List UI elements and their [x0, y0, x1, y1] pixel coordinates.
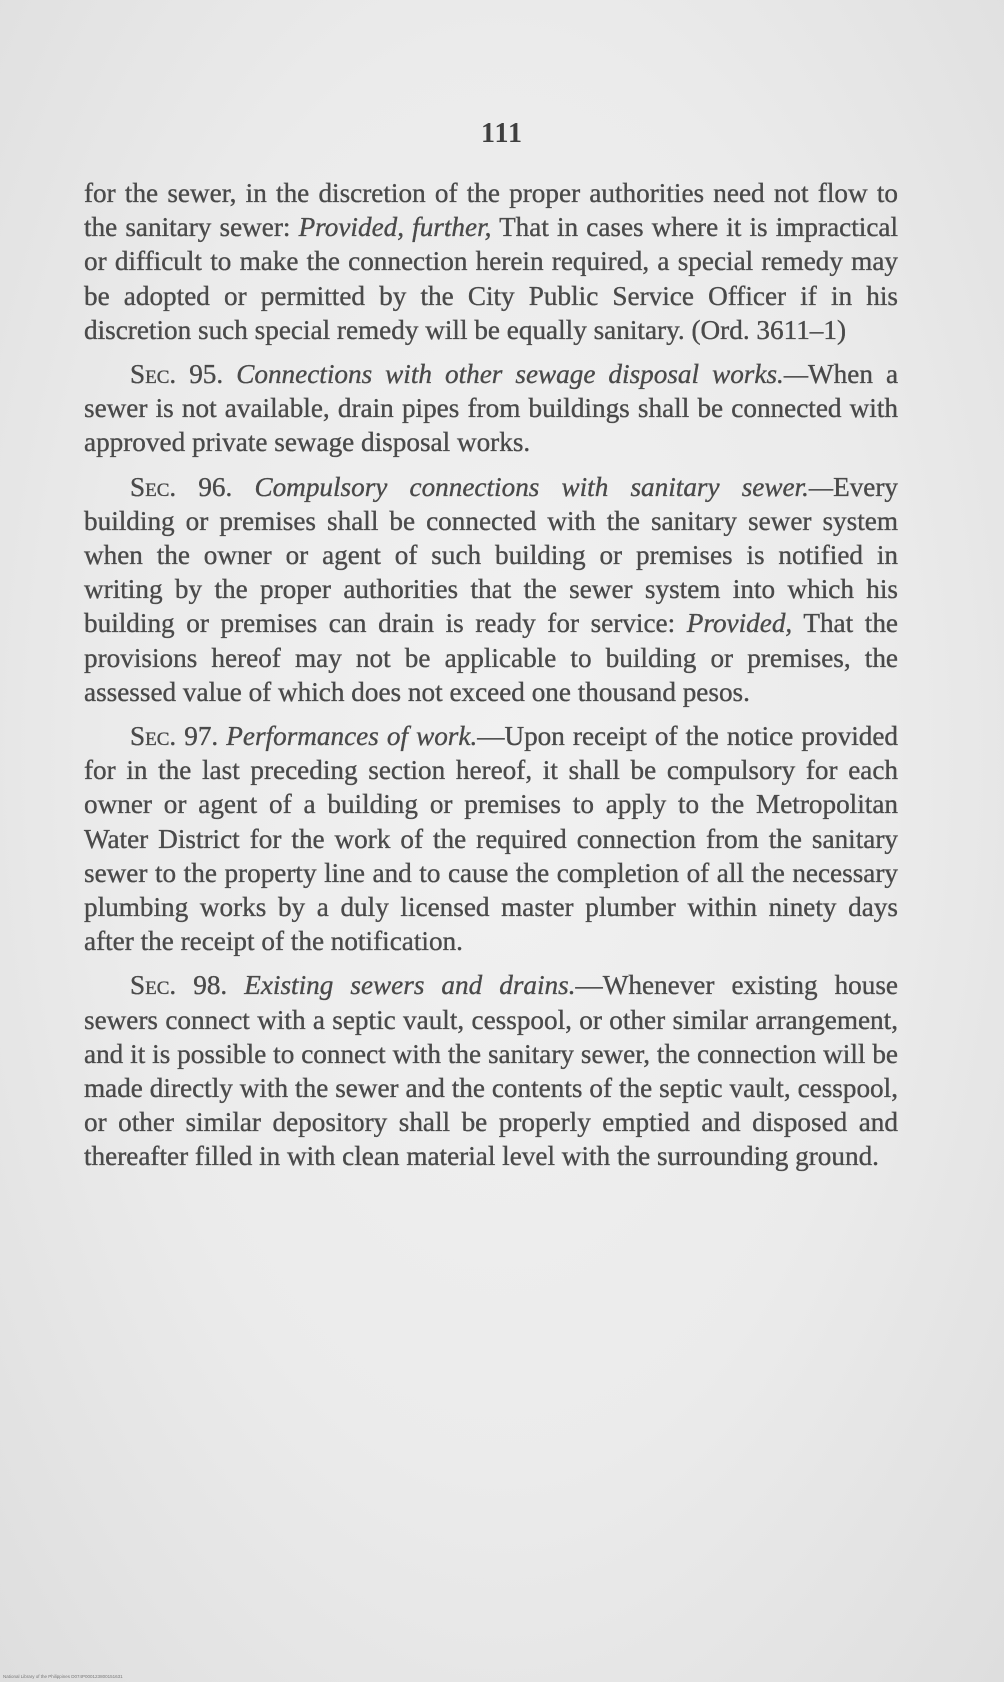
section-text: That the provisions hereof may not be applicable to building or premises, the assessed value of which does not exceed one thousand pesos. — [84, 608, 899, 707]
section-text: When a sewer is not available, drain pipes from buildings shall be connected with approved private sewage disposal works. — [84, 359, 899, 458]
paragraph-text: for the sewer, in the discretion of the proper authorities need not flow to the sanitary sewer: — [84, 178, 898, 243]
section-text: —Whenever existing house sewers connect with a septic vault, cesspool, or other similar arrangement, and it is possible to connect with the sanitary sewer, the connection will be made directly with the sewer and the contents of the septic vault, cesspool, or other similar depository shall be properly emptied and disposed and thereafter filled in with clean material level with the surrounding ground. — [84, 970, 898, 1172]
section-97 — [84, 719, 898, 958]
section-title: Compulsory connections with sanitary sewer.— — [254, 471, 834, 502]
section-title: Connections with other sewage disposal works.— — [236, 359, 809, 390]
page-number: 111 — [481, 118, 523, 149]
section-number: Sec. 97. — [130, 721, 219, 752]
section-number: Sec. 98. — [130, 970, 228, 1001]
paragraph-continuation — [84, 176, 898, 347]
section-95 — [84, 357, 898, 460]
proviso-italic: Provided, further, — [298, 212, 492, 243]
page-body — [84, 176, 898, 1184]
paragraph-text: That in cases where it is impractical or difficult to make the connection herein required, a special remedy may be adopted or permitted by the City Public Service Officer if in his discretion such special remedy will be equally sanitary. (Ord. 3611–1) — [84, 212, 899, 345]
section-96 — [84, 470, 898, 709]
section-title: Existing sewers and drains. — [244, 970, 576, 1001]
section-number: Sec. 95. — [130, 359, 224, 390]
scan-footer-note: National Library of the Philippines D074P000123800151631 — [3, 1674, 123, 1679]
section-number: Sec. 96. — [130, 471, 233, 502]
section-98 — [84, 968, 898, 1173]
section-text: —Upon receipt of the notice provided for in the last preceding section hereof, it shall be compulsory for each owner or agent of a building or premises to apply to the Metropolitan Water District for the work of the required connection from the sanitary sewer to the property line and to cause the completion of all the necessary plumbing works by a duly licensed master plumber within ninety days after the receipt of the notification. — [84, 721, 899, 957]
section-text: Every building or premises shall be connected with the sanitary sewer system when the owner or agent of such building or premises is notified in writing by the proper authorities that the sewer system into which his building or premises can drain is ready for service: — [84, 471, 899, 639]
proviso-italic: Provided, — [686, 608, 793, 639]
section-title: Performances of work. — [226, 721, 478, 752]
